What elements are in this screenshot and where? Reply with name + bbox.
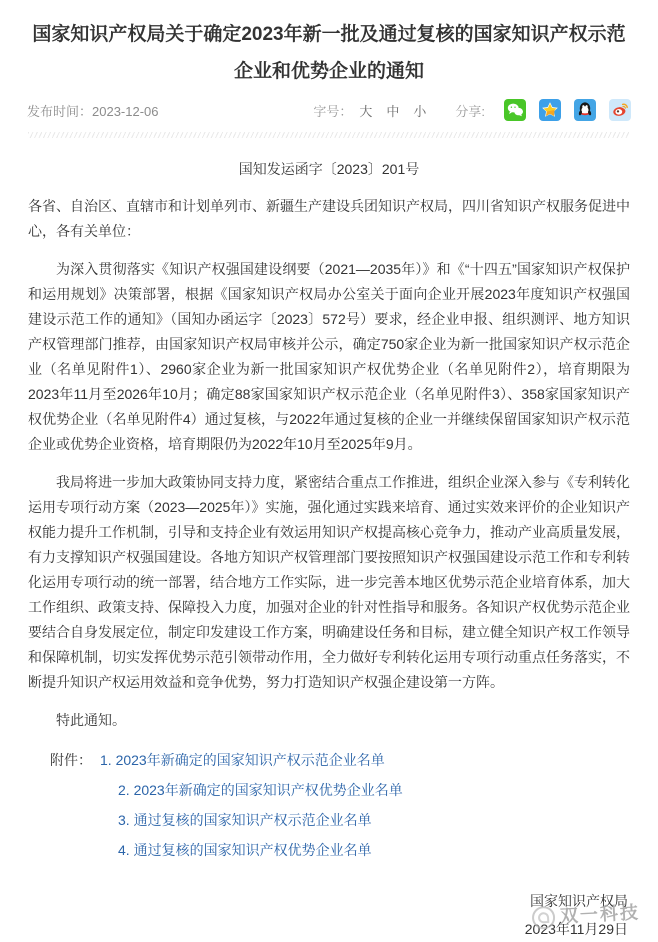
paragraph-1: 为深入贯彻落实《知识产权强国建设纲要（2021—2035年）》和《“十四五”国家知识产权保护和运用规划》决策部署，根据《国家知识产权局办公室关于面向企业开展2023年度知识产权强国建设示范工作的通知》（国知办函运字〔2023〕572号）要求，经企业申报、组织测评、地方知识产权管理部门推荐，由国家知识产权局审核并公示，确定750家企业为新一批国家知识产权示范企业（名单见附件1）、2960家企业为新一批国家知识产权优势企业（名单见附件2），培育期限为2023年11月至2026年10月；确定88家国家知识产权示范企业（名单见附件3）、358家国家知识产权优势企业（名单见附件4）通过复核，与2022年通过复核的企业一并继续保留国家知识产权示范企业或优势企业资格，培育期限仍为2022年10月至2025年9月。 — [28, 261, 630, 452]
attachment-link-1[interactable]: 1. 2023年新确定的国家知识产权示范企业名单 — [100, 752, 385, 768]
font-size-label: 字号： — [313, 103, 353, 119]
closing-line: 特此通知。 — [56, 712, 126, 728]
weibo-share-icon[interactable] — [609, 99, 631, 121]
font-size-small-button[interactable]: 小 — [413, 103, 427, 119]
attachment-link-3[interactable]: 3. 通过复核的国家知识产权示范企业名单 — [118, 812, 372, 828]
page-title: 国家知识产权局关于确定2023年新一批及通过复核的国家知识产权示范企业和优势企业的通知 — [32, 24, 626, 82]
issue-date-wrap — [524, 902, 641, 942]
attachment-row — [28, 748, 630, 773]
qzone-share-icon[interactable] — [539, 99, 561, 121]
paragraph-2: 我局将进一步加大政策协同支持力度，紧密结合重点工作推进，组织企业深入参与《专利转化运用专项行动方案（2023—2025年）》实施，强化通过实践来培育、通过实效来评价的企业知识产权能力提升工作机制，引导和支持企业有效运用知识产权提高核心竞争力，推动产业高质量发展，有力支撑知识产权强国建设。各地方知识产权管理部门要按照知识产权强国建设示范工作和专利转化运用专项行动的统一部署，结合地方工作实际，进一步完善本地区优势示范企业培育体系，加大工作组织、政策支持、保障投入力度，加强对企业的针对性指导和服务。各知识产权优势示范企业要结合自身发展定位，制定印发建设工作方案，明确建设任务和目标，建立健全知识产权工作领导和保障机制，切实发挥优势示范引领带动作用，全力做好专利转化运用专项行动重点任务落实，不断提升知识产权运用效益和竞争优势，努力打造知识产权强企建设第一方阵。 — [28, 474, 630, 690]
issue-date: 2023年11月29日 — [524, 921, 628, 937]
publish-time — [27, 101, 159, 120]
attachment-row — [28, 838, 630, 863]
attachments-list — [28, 748, 630, 863]
signature-block — [28, 889, 641, 942]
attachments-label: 附件： — [50, 752, 92, 768]
attachment-link-2[interactable]: 2. 2023年新确定的国家知识产权优势企业名单 — [118, 782, 403, 798]
font-size-medium-button[interactable]: 中 — [386, 103, 400, 119]
attachment-link-4[interactable]: 4. 通过复核的国家知识产权优势企业名单 — [118, 842, 372, 858]
attachment-row — [28, 778, 630, 803]
font-size-large-button[interactable]: 大 — [359, 103, 373, 119]
meta-bar — [0, 96, 658, 124]
document-number: 国知发运函字〔2023〕201号 — [238, 161, 420, 177]
meta-actions — [313, 99, 631, 121]
publish-time-value: 2023-12-06 — [92, 103, 159, 119]
salutation: 各省、自治区、直辖市和计划单列市、新疆生产建设兵团知识产权局，四川省知识产权服务促进中心，各有关单位： — [28, 198, 630, 239]
watermark-text: 双一科技 — [559, 902, 641, 927]
hatched-divider — [28, 132, 630, 138]
issuer-name: 国家知识产权局 — [530, 893, 628, 909]
publish-time-label: 发布时间： — [27, 103, 93, 119]
document-body — [0, 194, 658, 942]
share-label: 分享: — [455, 103, 485, 119]
wechat-share-icon[interactable] — [504, 99, 526, 121]
attachment-row — [28, 808, 630, 833]
qq-share-icon[interactable] — [574, 99, 596, 121]
